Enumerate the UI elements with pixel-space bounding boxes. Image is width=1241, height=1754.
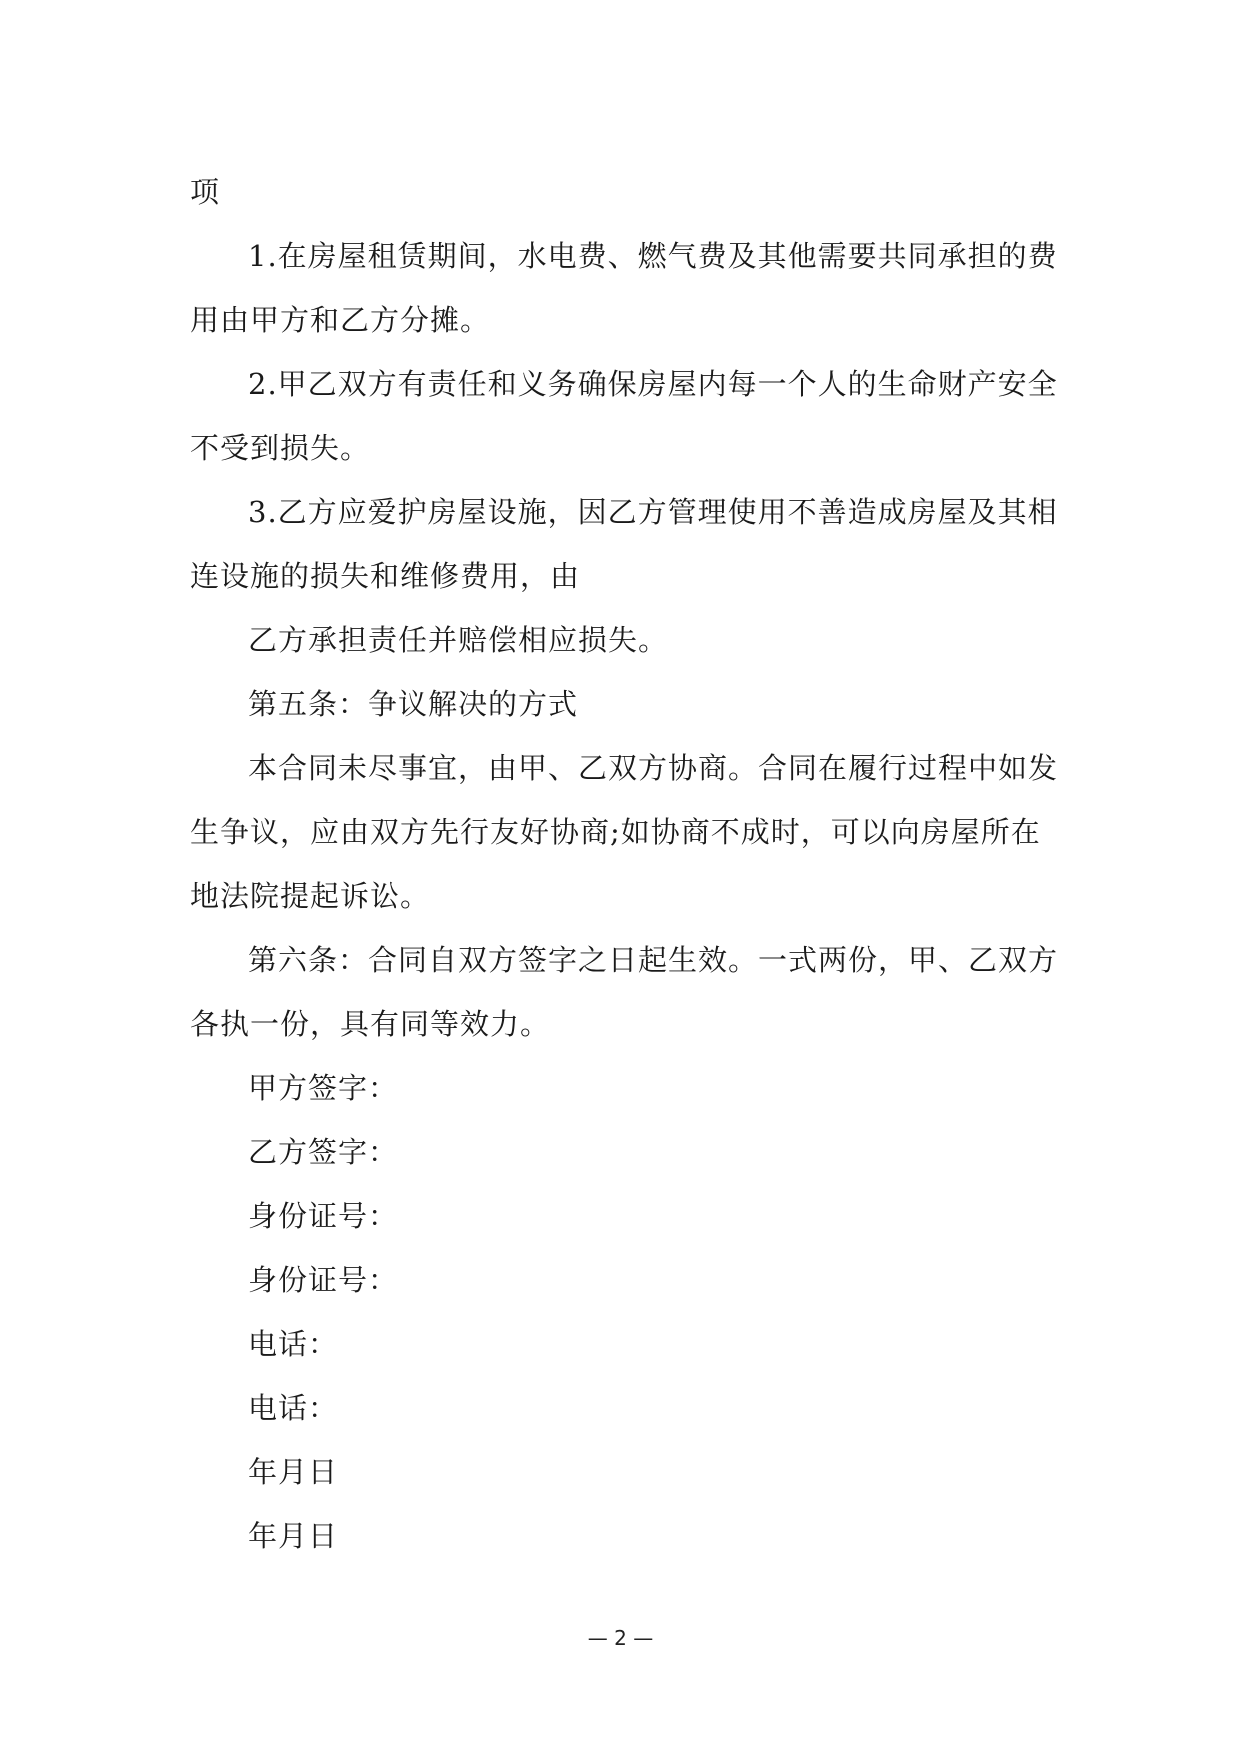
document-body (190, 160, 1070, 1568)
clause-item-3: 3.乙方应爱护房屋设施，因乙方管理使用不善造成房屋及其相连设施的损失和维修费用，由 (190, 495, 1058, 593)
article-5-heading: 第五条：争议解决的方式 (248, 687, 579, 721)
party-a-signature-label: 甲方签字： (248, 1071, 399, 1105)
party-b-phone-label: 电话： (248, 1391, 339, 1425)
party-b-date-label: 年月日 (248, 1519, 339, 1553)
article-6-paragraph: 第六条：合同自双方签字之日起生效。一式两份，甲、乙双方各执一份，具有同等效力。 (190, 943, 1059, 1041)
paragraph-continuation: 项 (190, 175, 221, 209)
clause-item-1: 1.在房屋租赁期间，水电费、燃气费及其他需要共同承担的费用由甲方和乙方分摊。 (190, 239, 1058, 337)
party-b-signature-label: 乙方签字： (248, 1135, 399, 1169)
party-a-id-label: 身份证号： (248, 1199, 399, 1233)
clause-item-3-continued: 乙方承担责任并赔偿相应损失。 (248, 623, 669, 657)
party-a-date-label: 年月日 (248, 1455, 339, 1489)
dispute-resolution-paragraph: 本合同未尽事宜，由甲、乙双方协商。合同在履行过程中如发生争议，应由双方先行友好协商;如协商不成时，可以向房屋所在地法院提起诉讼。 (190, 751, 1059, 913)
party-a-phone-label: 电话： (248, 1327, 339, 1361)
clause-item-2: 2.甲乙双方有责任和义务确保房屋内每一个人的生命财产安全不受到损失。 (190, 367, 1058, 465)
party-b-id-label: 身份证号： (248, 1263, 399, 1297)
page-number: — 2 — (587, 1626, 654, 1650)
